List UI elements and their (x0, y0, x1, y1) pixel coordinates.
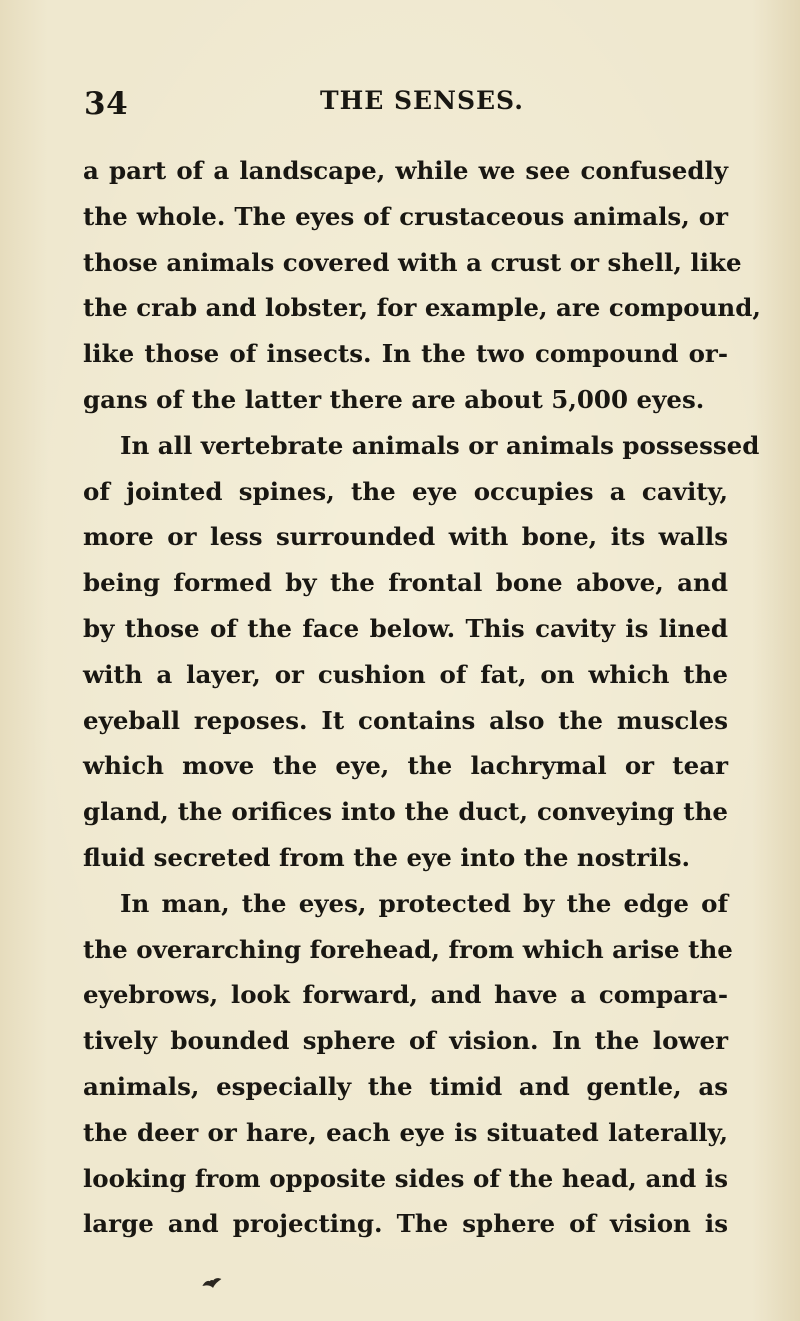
text-line: large and projecting. The sphere of vision is (83, 1209, 728, 1239)
text-line: being formed by the frontal bone above, and (83, 568, 728, 598)
body-text (83, 148, 761, 1247)
text-line: a part of a landscape, while we see confusedly (83, 156, 728, 185)
text-line: the whole. The eyes of crustaceous animals, or (83, 201, 728, 231)
text-line: eyebrows, look forward, and have a compara- (83, 980, 728, 1010)
text-line: the overarching forehead, from which arise the (83, 934, 733, 964)
text-line: the crab and lobster, for example, are compound, (83, 293, 761, 323)
text-line: tively bounded sphere of vision. In the lower (83, 1026, 728, 1056)
running-head: THE SENSES. (320, 86, 524, 115)
text-line: gans of the latter there are about 5,000 eyes. (83, 384, 705, 414)
printer-mark-icon (198, 1269, 226, 1297)
text-line: eyeball reposes. It contains also the muscles (83, 705, 728, 735)
text-line: looking from opposite sides of the head, and is (83, 1163, 728, 1193)
text-line: gland, the orifices into the duct, conveying the (83, 797, 728, 827)
text-line: more or less surrounded with bone, its walls (83, 522, 728, 552)
page-number: 34 (84, 86, 129, 122)
page-header (84, 86, 724, 126)
text-line: which move the eye, the lachrymal or tear (83, 751, 728, 781)
text-line: with a layer, or cushion of fat, on which the (83, 659, 728, 689)
text-line: of jointed spines, the eye occupies a cavity, (83, 476, 728, 506)
text-line: animals, especially the timid and gentle, as (83, 1071, 728, 1101)
paragraph-start-line: In man, the eyes, protected by the edge of (120, 888, 728, 918)
text-line: by those of the face below. This cavity is lined (83, 613, 728, 643)
text-line: those animals covered with a crust or shell, like (83, 247, 742, 277)
text-line: the deer or hare, each eye is situated laterally, (83, 1117, 728, 1147)
text-line: fluid secreted from the eye into the nostrils. (83, 842, 691, 872)
paragraph-start-line: In all vertebrate animals or animals possessed (120, 430, 760, 460)
text-line: like those of insects. In the two compound or- (83, 339, 728, 369)
